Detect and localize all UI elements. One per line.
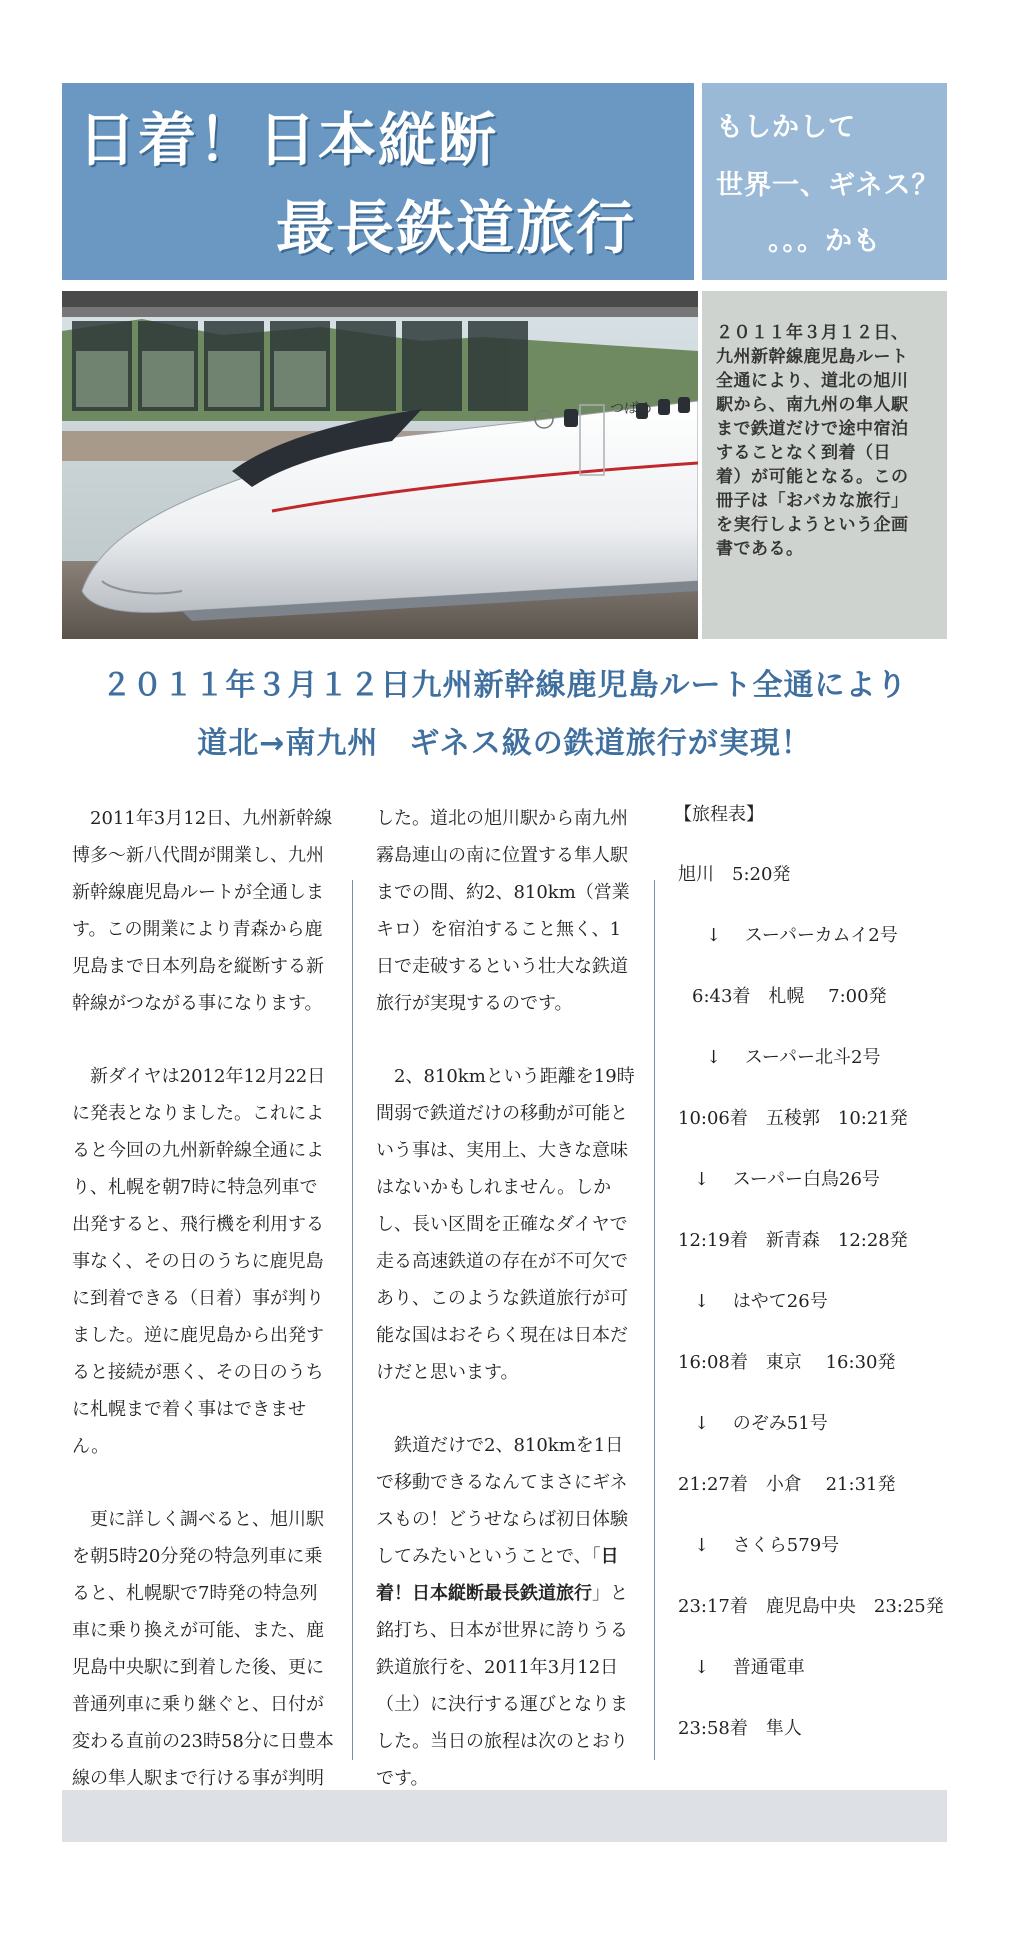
paragraph-part: 」と銘打ち、日本が世界に誇りうる鉄道旅行を、2011年3月12日（土）に決行する運びとなりました。当日の旅程は次のとおりです。 — [376, 1583, 628, 1789]
itinerary-row: ↓ 普通電車 — [694, 1657, 805, 1678]
article-column-1 — [72, 800, 334, 1870]
side-line-2: 世界一、ギネス？ — [716, 170, 940, 201]
summary-text — [716, 321, 938, 561]
summary-line: 駅から、南九州の隼人駅 — [716, 395, 909, 415]
paragraph: 新ダイヤは2012年12月22日に発表となりました。これによると今回の九州新幹線全通により、札幌を朝7時に特急列車で出発すると、飛行機を利用する事なく、その日のうちに鹿児島に到着できる（日着）事が判りました。逆に鹿児島から出発すると接続が悪く、その日のうちに札幌まで着く事はできません。 — [72, 1066, 326, 1457]
side-tagline-box — [702, 83, 947, 280]
itinerary-row: 23:58着 隼人 — [678, 1718, 802, 1739]
paragraph: 更に詳しく調べると、旭川駅を朝5時20分発の特急列車に乗ると、札幌駅で7時発の特急列車に乗り換えが可能、また、鹿児島中央駅に到着した後、更に普通列車に乗り継ぐと、日付が変わる直前の23時58分に日豊本線の隼人駅まで行ける事が判明 — [72, 1509, 334, 1789]
article-column-2 — [376, 800, 638, 1833]
headline-line-1: ２０１１年３月１２日九州新幹線鹿児島ルート全通により — [101, 668, 908, 703]
summary-line: することなく到着（日 — [716, 443, 891, 463]
itinerary-row: 23:17着 鹿児島中央 23:25発 — [678, 1596, 944, 1617]
side-line-1: もしかして — [716, 112, 856, 143]
itinerary-row: ↓ はやて26号 — [694, 1291, 828, 1312]
column-divider — [654, 880, 655, 1760]
summary-line: ２０１１年３月１２日、 — [716, 323, 909, 343]
itinerary-row: 10:06着 五稜郭 10:21発 — [678, 1108, 908, 1129]
summary-line: まで鉄道だけで途中宿泊 — [716, 419, 909, 439]
itinerary-row: ↓ スーパー北斗2号 — [706, 1047, 881, 1068]
itinerary-row: 6:43着 札幌 7:00発 — [692, 986, 887, 1007]
paragraph-part: 鉄道だけで2、810kmを1日で移動できるなんてまさにギネスもの！どうせならば初日体験してみたいということで、「 — [376, 1435, 628, 1567]
itinerary-heading: 【旅程表】 — [674, 804, 764, 825]
paragraph: 2011年3月12日、九州新幹線博多～新八代間が開業し、九州新幹線鹿児島ルートが全通します。この開業により青森から鹿児島まで日本列島を縦断する新幹線がつながる事になります。 — [72, 808, 333, 1014]
title-banner — [62, 83, 694, 280]
itinerary-row: 21:27着 小倉 21:31発 — [678, 1474, 896, 1495]
paragraph: 2、810kmという距離を19時間弱で鉄道だけの移動が可能という事は、実用上、大きな意味はないかもしれません。しかし、長い区間を正確なダイヤで走る高速鉄道の存在が不可欠であり、このような鉄道旅行が可能な国はおそらく現在は日本だけだと思います。 — [376, 1066, 635, 1383]
itinerary-row: 12:19着 新青森 12:28発 — [678, 1230, 908, 1251]
side-line-3: 。。。かも — [768, 226, 881, 257]
event-name: 日着！日本縦断最長鉄道旅行 — [376, 1546, 619, 1604]
summary-line: 冊子は「おバカな旅行」 — [716, 491, 909, 511]
itinerary-row: ↓ スーパー白鳥26号 — [694, 1169, 880, 1190]
title-line-2: 最長鉄道旅行 — [276, 194, 637, 262]
train-photo — [62, 291, 698, 639]
itinerary-row: ↓ のぞみ51号 — [694, 1413, 828, 1434]
summary-line: 全通により、道北の旭川 — [716, 371, 909, 391]
column-divider — [352, 880, 353, 1760]
paragraph — [376, 1427, 638, 1797]
train-nameplate: つばめ — [610, 401, 652, 417]
summary-line: 書である。 — [716, 539, 804, 559]
title-line-1: 日着！日本縦断 — [78, 106, 499, 174]
paragraph: した。道北の旭川駅から南九州霧島連山の南に位置する隼人駅までの間、約2、810km（営業キロ）を宿泊すること無く、1日で走破するという壮大な鉄道旅行が実現するのです。 — [376, 808, 630, 1014]
summary-line: 着）が可能となる。この — [716, 467, 909, 487]
footer-bar — [62, 1790, 947, 1842]
summary-line: を実行しようという企画 — [716, 515, 909, 535]
headline-line-2: 道北→南九州 ギネス級の鉄道旅行が実現！ — [197, 726, 812, 761]
itinerary-row: 旭川 5:20発 — [678, 864, 791, 885]
itinerary-row: ↓ スーパーカムイ2号 — [706, 925, 898, 946]
train-illustration — [62, 291, 698, 639]
itinerary-row: ↓ さくら579号 — [694, 1535, 840, 1556]
summary-box — [702, 291, 947, 639]
summary-line: 九州新幹線鹿児島ルート — [716, 347, 909, 367]
itinerary-row: 16:08着 東京 16:30発 — [678, 1352, 896, 1373]
